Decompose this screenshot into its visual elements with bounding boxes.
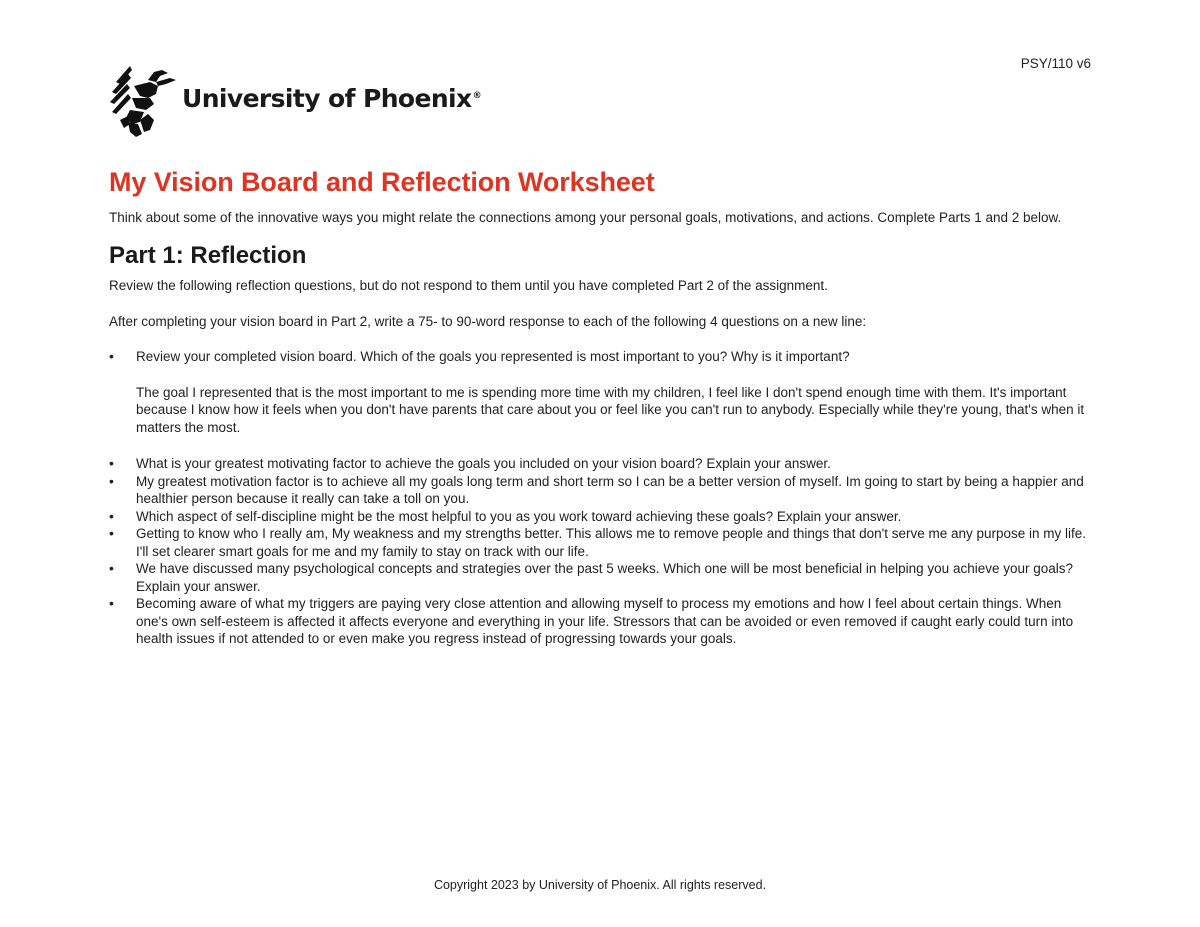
logo-text: University of Phoenix — [182, 83, 472, 113]
course-code: PSY/110 v6 — [1020, 56, 1091, 71]
bullet: • — [109, 595, 114, 611]
phoenix-bird-icon — [110, 64, 178, 138]
intro-paragraph: Think about some of the innovative ways you might relate the connections among your personal goals, motivations, and actions. Complete Parts 1 and 2 below. — [109, 210, 1062, 225]
question-text: Review your completed vision board. Which of the goals you represented is most important to you? Why is it important? — [136, 349, 850, 364]
list-item-text: Becoming aware of what my triggers are paying very close attention and allowing myself to process my emotions and how I feel about certain things. When one's own self-esteem is affected it affects everyone and everything in your life. Stressors that can be avoided or even removed if caught early could turn into health issues if not attended to or even make you regress instead of progressing towards your goals. — [136, 596, 1074, 646]
footer-copyright: Copyright 2023 by University of Phoenix. All rights reserved. — [433, 878, 767, 892]
list-item-text: Getting to know who I really am, My weakness and my strengths better. This allows me to remove people and things that don't serve me any purpose in my life. I'll set clearer smart goals for me and my family to stay on track with our life. — [136, 526, 1087, 559]
instruction-review: Review the following reflection questions, but do not respond to them until you have completed Part 2 of the assignment. — [109, 278, 828, 293]
bullet: • — [109, 525, 114, 541]
list-item-text: My greatest motivation factor is to achieve all my goals long term and short term so I can be a better version of myself. Im going to start by being a happier and healthier person because it really can take a toll on you. — [136, 473, 1084, 506]
answer-paragraph: The goal I represented that is the most important to me is spending more time with my children, I feel like I don't spend enough time with them. It's important because I know how it feels when you don't have parents that care about you or feel like you can't run to anybody. Especially while they're young, that's when it matters the most. — [136, 384, 1085, 435]
logo-wordmark — [182, 84, 481, 113]
list-item-text: Which aspect of self-discipline might be the most helpful to you as you work toward achieving these goals? Explain your answer. — [136, 508, 902, 524]
list-item-text: We have discussed many psychological concepts and strategies over the past 5 weeks. Which one will be most beneficial in helping you achieve your goals? Explain your answer. — [136, 561, 1074, 594]
list-item — [109, 508, 1091, 526]
list-item — [109, 348, 1091, 366]
list-item — [109, 525, 1091, 560]
part1-heading: Part 1: Reflection — [109, 242, 307, 269]
list-item — [109, 595, 1091, 648]
university-logo — [110, 64, 481, 138]
bullet: • — [109, 507, 114, 524]
instruction-response: After completing your vision board in Part 2, write a 75- to 90-word response to each of the following 4 questions on a new line: — [109, 314, 867, 329]
list-item-text: What is your greatest motivating factor to achieve the goals you included on your vision board? Explain your answer. — [136, 456, 831, 471]
bullet: • — [109, 472, 114, 489]
list-item — [109, 473, 1091, 508]
document-body — [109, 164, 1091, 648]
bullet: • — [109, 455, 114, 471]
registered-mark: ® — [472, 90, 481, 101]
list-item — [109, 560, 1091, 595]
question-answer-list — [109, 455, 1091, 648]
document-title: My Vision Board and Reflection Worksheet — [109, 167, 655, 197]
bullet: • — [109, 560, 114, 576]
question-list — [109, 348, 1091, 366]
bullet: • — [109, 348, 114, 364]
list-item — [109, 455, 1091, 473]
